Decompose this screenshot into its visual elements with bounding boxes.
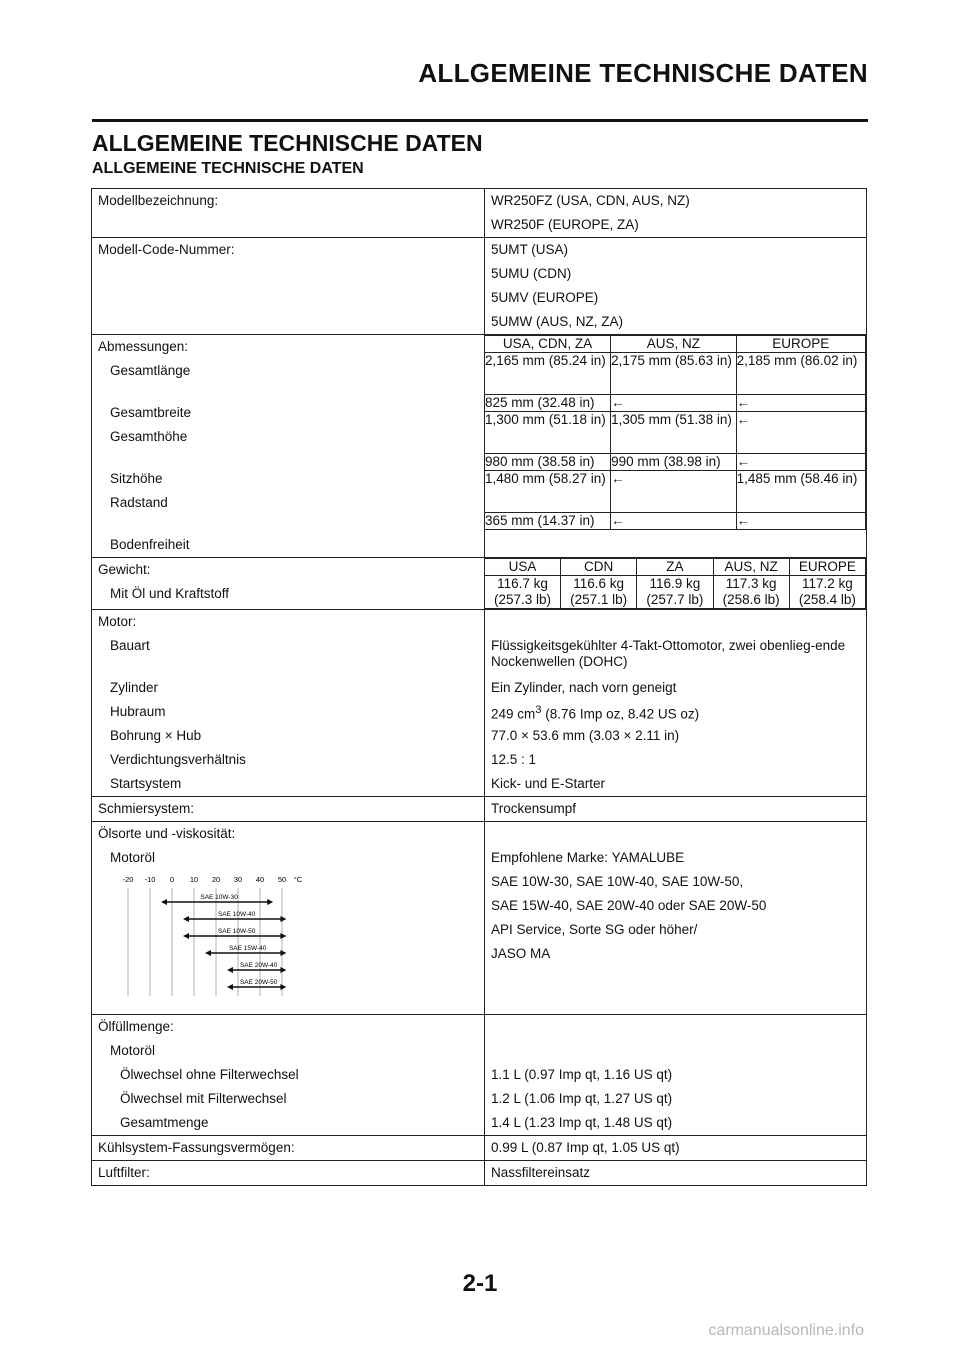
- dim-value: 825 mm (32.48 in): [485, 394, 611, 411]
- dim-value: 365 mm (14.37 in): [485, 512, 611, 529]
- lubrication-value: Trockensumpf: [491, 800, 577, 816]
- arrow-right-icon: [280, 933, 286, 939]
- model-label: Modellbezeichnung:: [98, 193, 219, 208]
- dim-value: ←: [736, 411, 865, 453]
- weight-lb: (258.4 lb): [798, 591, 856, 607]
- dim-header: EUROPE: [736, 336, 865, 353]
- weight-lb: (258.6 lb): [722, 591, 780, 607]
- header-rule: [92, 119, 868, 122]
- weight-kg: 117.3 kg: [725, 575, 777, 591]
- dim-label: Gesamthöhe: [110, 429, 188, 444]
- oil-value: API Service, Sorte SG oder höher/: [491, 921, 698, 937]
- airfilter-value: Nassfiltereinsatz: [491, 1164, 591, 1180]
- engine-displacement: 249 $cm^3$ (8.76 Imp oz, 8.42 US oz): [491, 703, 700, 722]
- spec-table: [91, 188, 867, 1186]
- code-value: 5UMT (USA): [491, 242, 569, 257]
- dimensions-subtable: [485, 335, 866, 530]
- row-dimensions: [92, 335, 867, 558]
- arrow-left-icon: [183, 933, 189, 939]
- weight-header: CDN: [561, 559, 637, 576]
- dim-value: ←: [736, 512, 865, 529]
- code-value: 5UMU (CDN): [491, 266, 572, 281]
- code-label: Modell-Code-Nummer:: [98, 242, 235, 257]
- engine-value: Ein Zylinder, nach vorn geneigt: [491, 679, 677, 695]
- engine-row-label: Hubraum: [110, 703, 166, 719]
- oil-grade-label: SAE 10W-30: [200, 893, 238, 901]
- subsection-title: ALLGEMEINE TECHNISCHE DATEN: [92, 160, 364, 177]
- engine-value: Flüssigkeitsgekühlter 4-Takt-Ottomotor, zwei obenlieg-ende Nockenwellen (DOHC): [491, 637, 846, 669]
- weight-kg: 116.7 kg: [497, 575, 548, 591]
- dim-label: Gesamtlänge: [110, 363, 191, 378]
- weight-header: USA: [485, 559, 561, 576]
- lubrication-label: Schmiersystem:: [98, 800, 195, 816]
- oil-grade-label: SAE 15W-40: [228, 944, 267, 952]
- oil-viscosity-chart: [114, 872, 314, 1002]
- oil-value: SAE 15W-40, SAE 20W-40 oder SAE 20W-50: [491, 897, 767, 913]
- arrow-right-icon: [280, 984, 286, 990]
- arrow-right-icon: [267, 899, 273, 905]
- temp-tick-label: 50: [277, 874, 287, 884]
- page-number: 2-1: [462, 1270, 498, 1297]
- arrow-right-icon: [280, 950, 286, 956]
- weight-row-label: Mit Öl und Kraftstoff: [110, 586, 230, 601]
- temp-tick-label: 30: [233, 874, 243, 884]
- oil-value: SAE 10W-30, SAE 10W-40, SAE 10W-50,: [491, 873, 744, 889]
- capacity-value: 1.1 L (0.97 Imp qt, 1.16 US qt): [491, 1066, 673, 1082]
- oil-grade-label: SAE 20W-50: [239, 978, 278, 986]
- dim-value: ←: [611, 394, 737, 411]
- dim-value: 2,165 mm (85.24 in): [485, 352, 611, 394]
- capacity-row-label: Ölwechsel mit Filterwechsel: [120, 1090, 287, 1106]
- oil-grade-label: SAE 10W-50: [217, 927, 256, 935]
- arrow-left-icon: [161, 899, 167, 905]
- watermark: carmanualsonline.info: [708, 1322, 864, 1339]
- weight-label: Gewicht:: [98, 562, 151, 577]
- capacity-sub-label: Motoröl: [110, 1042, 156, 1058]
- coolant-value: 0.99 L (0.87 Imp qt, 1.05 US qt): [491, 1139, 680, 1155]
- weight-header: ZA: [637, 559, 713, 576]
- dim-value: 990 mm (38.98 in): [611, 453, 737, 470]
- capacity-row-label: Gesamtmenge: [120, 1114, 209, 1130]
- oil-value: Empfohlene Marke: YAMALUBE: [491, 849, 685, 865]
- dim-value: ←: [736, 453, 865, 470]
- dim-value: ←: [611, 470, 737, 512]
- arrow-left-icon: [227, 984, 233, 990]
- row-airfilter: [92, 1160, 867, 1185]
- capacity-label: Ölfüllmenge:: [98, 1018, 174, 1034]
- weight-lb: (257.3 lb): [494, 591, 552, 607]
- oil-value: JASO MA: [491, 945, 551, 961]
- engine-row-label: Bauart: [110, 637, 150, 653]
- temp-tick-label: 40: [255, 874, 265, 884]
- dim-header: AUS, NZ: [611, 336, 737, 353]
- engine-row-label: Verdichtungsverhältnis: [110, 751, 246, 767]
- engine-label: Motor:: [98, 613, 137, 629]
- model-value: WR250F (EUROPE, ZA): [491, 217, 639, 232]
- arrow-left-icon: [183, 916, 189, 922]
- arrow-right-icon: [280, 967, 286, 973]
- weight-lb: (257.1 lb): [570, 591, 628, 607]
- coolant-label: Kühlsystem-Fassungsvermögen:: [98, 1139, 295, 1155]
- dim-value: 1,485 mm (58.46 in): [736, 470, 865, 512]
- oil-label: Ölsorte und -viskosität:: [98, 825, 236, 841]
- dim-label: Gesamtbreite: [110, 405, 192, 420]
- dim-value: 1,300 mm (51.18 in): [485, 411, 611, 453]
- row-code: [92, 238, 867, 335]
- weight-lb: (257.7 lb): [646, 591, 704, 607]
- weight-kg: 117.2 kg: [801, 575, 853, 591]
- dim-value: 1,305 mm (51.38 in): [611, 411, 737, 453]
- engine-value: Kick- und E-Starter: [491, 775, 606, 791]
- row-engine: [92, 609, 867, 796]
- dim-value: ←: [736, 394, 865, 411]
- airfilter-label: Luftfilter:: [98, 1164, 150, 1180]
- code-value: 5UMW (AUS, NZ, ZA): [491, 314, 623, 329]
- row-weight: [92, 558, 867, 610]
- engine-value: 12.5 : 1: [491, 751, 537, 767]
- dim-value: ←: [611, 512, 737, 529]
- model-value: WR250FZ (USA, CDN, AUS, NZ): [491, 193, 690, 208]
- capacity-value: 1.2 L (1.06 Imp qt, 1.27 US qt): [491, 1090, 673, 1106]
- code-value: 5UMV (EUROPE): [491, 290, 599, 305]
- dim-value: 2,185 mm (86.02 in): [736, 352, 865, 394]
- row-capacity: [92, 1014, 867, 1135]
- dim-value: 980 mm (38.58 in): [485, 453, 611, 470]
- dim-label: Sitzhöhe: [110, 471, 163, 486]
- dim-value: 1,480 mm (58.27 in): [485, 470, 611, 512]
- capacity-value: 1.4 L (1.23 Imp qt, 1.48 US qt): [491, 1114, 673, 1130]
- weight-header: EUROPE: [789, 559, 865, 576]
- temp-tick-label: 20: [211, 874, 221, 884]
- temp-tick-label: 10: [189, 874, 199, 884]
- capacity-row-label: Ölwechsel ohne Filterwechsel: [120, 1066, 299, 1082]
- page-header-title: ALLGEMEINE TECHNISCHE DATEN: [418, 58, 868, 88]
- arrow-right-icon: [280, 916, 286, 922]
- temp-unit: °C: [293, 874, 303, 884]
- dim-value: 2,175 mm (85.63 in): [611, 352, 737, 394]
- oil-grade-label: SAE 10W-40: [217, 910, 256, 918]
- arrow-left-icon: [205, 950, 211, 956]
- oil-sub-label: Motoröl: [110, 849, 156, 865]
- temp-tick-label: -20: [122, 874, 134, 884]
- weight-subtable: [485, 558, 866, 609]
- weight-kg: 116.6 kg: [573, 575, 625, 591]
- weight-kg: 116.9 kg: [649, 575, 701, 591]
- dim-label: Radstand: [110, 495, 168, 510]
- temp-tick-label: -10: [144, 874, 156, 884]
- engine-value: 77.0 × 53.6 mm (3.03 × 2.11 in): [491, 727, 680, 743]
- engine-row-label: Startsystem: [110, 775, 182, 791]
- section-title: ALLGEMEINE TECHNISCHE DATEN: [92, 130, 483, 156]
- dimensions-label: Abmessungen:: [98, 339, 189, 354]
- weight-header: AUS, NZ: [713, 559, 789, 576]
- row-model: [92, 189, 867, 238]
- row-lubrication: [92, 796, 867, 821]
- dim-label: Bodenfreiheit: [110, 537, 190, 552]
- temp-tick-label: 0: [169, 874, 175, 884]
- oil-grade-label: SAE 20W-40: [239, 961, 278, 969]
- arrow-left-icon: [227, 967, 233, 973]
- engine-row-label: Zylinder: [110, 679, 159, 695]
- engine-row-label: Bohrung × Hub: [110, 727, 202, 743]
- dim-header: USA, CDN, ZA: [485, 336, 611, 353]
- row-coolant: [92, 1135, 867, 1160]
- row-oil: [92, 821, 867, 1014]
